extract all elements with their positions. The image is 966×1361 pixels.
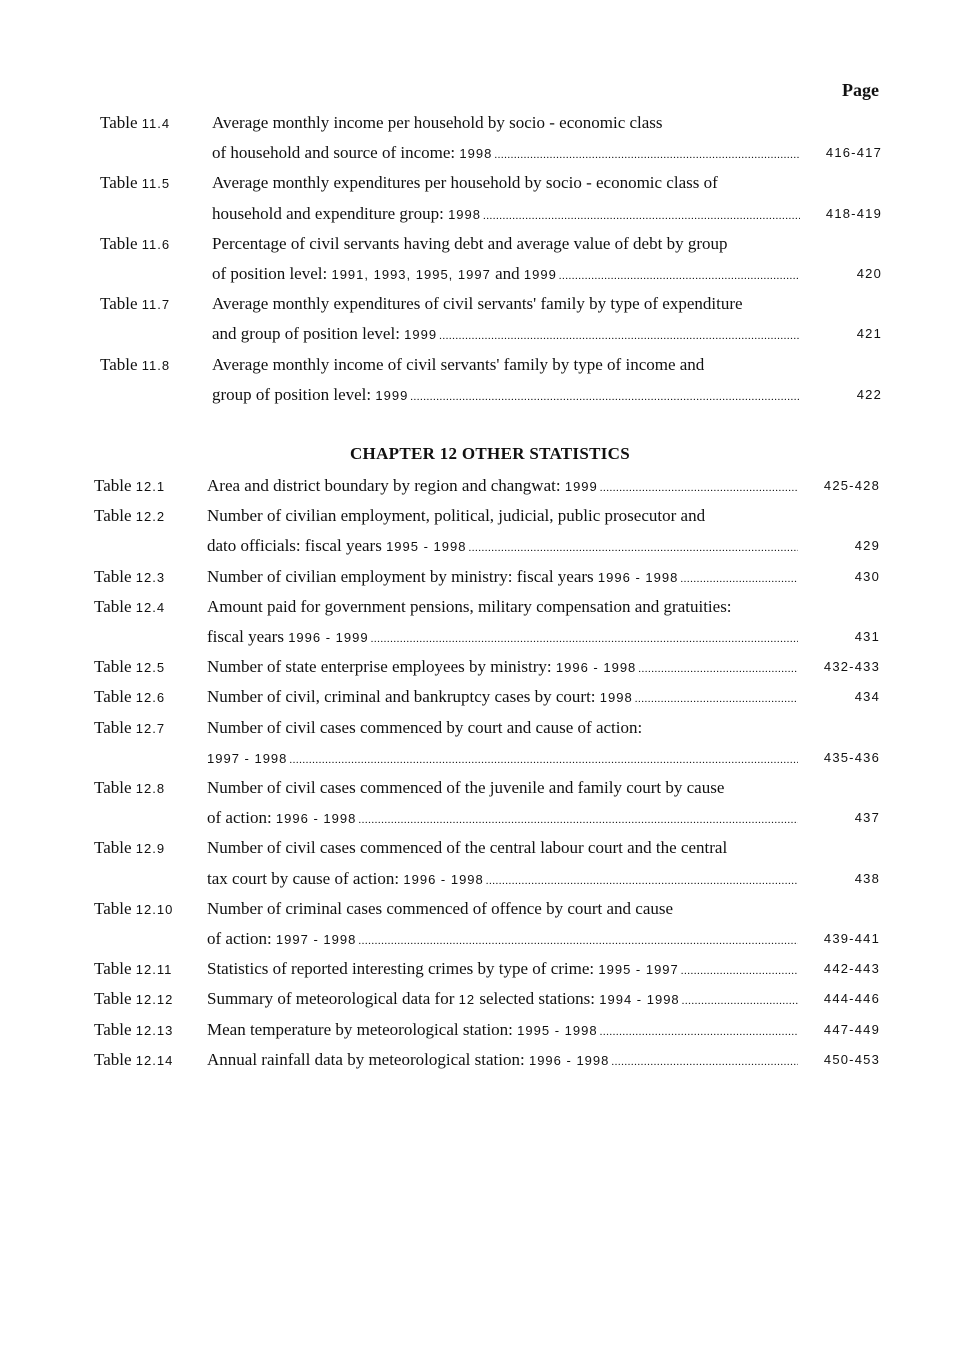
table-number: Table 12.13 xyxy=(94,1019,174,1039)
page-number: 432-433 xyxy=(823,659,880,675)
entry-title: Statistics of reported interesting crimes by type of crime: 1995 - 1997 xyxy=(207,959,679,979)
dot-leader xyxy=(468,533,798,563)
entry-title: Number of civilian employment, political, judicial, public prosecutor and xyxy=(207,506,706,526)
entry-title: Number of civil cases commenced of the juvenile and family court by cause xyxy=(207,778,725,797)
entry-title: Mean temperature by meteorological station: 1995 - 1998 xyxy=(207,1019,598,1039)
page-number: 434 xyxy=(854,689,880,705)
dot-leader xyxy=(681,956,798,986)
entry-title-continuation: of position level: 1991, 1993, 1995, 1997 and 1999 xyxy=(212,264,557,283)
entry-title-continuation: group of position level: 1999 xyxy=(212,384,409,404)
table-number: Table 11.5 xyxy=(100,173,171,193)
entry-title: Average monthly income per household by socio - economic class xyxy=(212,113,663,132)
dot-leader xyxy=(358,926,798,956)
dot-leader xyxy=(635,684,798,714)
page-number: 435-436 xyxy=(823,749,880,765)
page-number: 439-441 xyxy=(823,931,880,946)
entry-title: Summary of meteorological data for 12 selected stations: 1994 - 1998 xyxy=(207,989,680,1009)
dot-leader xyxy=(483,201,800,231)
entry-title: Percentage of civil servants having debt and average value of debt by group xyxy=(212,233,728,253)
table-number: Table 11.7 xyxy=(100,294,171,314)
table-number: Table 12.6 xyxy=(94,687,166,707)
page-number: 429 xyxy=(854,538,880,554)
table-number: Table 12.5 xyxy=(94,657,166,677)
entry-title-continuation: of action: 1996 - 1998 xyxy=(207,808,357,828)
entry-title: Annual rainfall data by meteorological station: 1996 - 1998 xyxy=(207,1049,610,1069)
entry-title: Average monthly expenditures per household by socio - economic class of xyxy=(212,173,718,193)
page-number: 447-449 xyxy=(823,1021,880,1037)
dot-leader xyxy=(439,321,800,351)
entry-title-continuation: household and expenditure group: 1998 xyxy=(212,203,481,223)
table-number: Table 12.4 xyxy=(94,596,166,616)
table-number: Table 12.12 xyxy=(94,989,174,1009)
table-number: Table 12.10 xyxy=(94,898,174,918)
entry-title-continuation: of action: 1997 - 1998 xyxy=(207,929,357,948)
page-number: 422 xyxy=(856,386,882,402)
dot-leader xyxy=(680,564,798,594)
entry-title: Area and district boundary by region and changwat: 1999 xyxy=(207,476,598,495)
page-number: 437 xyxy=(854,810,880,826)
chapter-heading: CHAPTER 12 OTHER STATISTICS xyxy=(349,444,630,463)
page-number: 418-419 xyxy=(825,205,882,221)
entry-title: Number of civil cases commenced by court and cause of action: xyxy=(207,717,643,737)
entry-title-continuation: and group of position level: 1999 xyxy=(212,324,438,344)
table-number: Table 12.2 xyxy=(94,506,166,526)
table-number: Table 12.8 xyxy=(94,778,166,797)
page-number: 430 xyxy=(854,568,880,584)
table-number: Table 11.4 xyxy=(100,113,171,132)
table-number: Table 12.11 xyxy=(94,959,173,979)
table-number: Table 11.8 xyxy=(100,354,171,374)
table-number: Table 12.7 xyxy=(94,717,166,737)
dot-leader xyxy=(358,805,798,835)
table-number: Table 12.14 xyxy=(94,1049,174,1069)
dot-leader xyxy=(638,654,798,684)
table-number: Table 12.1 xyxy=(94,476,166,495)
entry-title: Number of civil cases commenced of the central labour court and the central xyxy=(207,838,728,858)
dot-leader xyxy=(611,1047,798,1077)
page-number: 438 xyxy=(854,870,880,886)
dot-leader xyxy=(410,382,800,412)
table-number: Table 11.6 xyxy=(100,233,171,253)
dot-leader xyxy=(682,986,798,1016)
entry-title: Number of criminal cases commenced of offence by court and cause xyxy=(207,898,674,918)
dot-leader xyxy=(600,473,798,503)
entry-title: Number of state enterprise employees by ministry: 1996 - 1998 xyxy=(207,657,637,677)
dot-leader xyxy=(559,261,800,291)
dot-leader xyxy=(494,140,800,170)
dot-leader xyxy=(371,624,798,654)
dot-leader xyxy=(600,1017,798,1047)
table-number: Table 12.3 xyxy=(94,566,166,586)
entry-title-continuation: tax court by cause of action: 1996 - 1998 xyxy=(207,868,484,888)
entry-title-continuation: fiscal years 1996 - 1999 xyxy=(207,627,369,646)
page-label: Page xyxy=(842,80,879,100)
page-number: 416-417 xyxy=(825,145,882,161)
page-number: 421 xyxy=(856,326,882,342)
page-number: 420 xyxy=(856,266,882,281)
entry-title: Amount paid for government pensions, military compensation and gratuities: xyxy=(207,596,732,616)
dot-leader xyxy=(486,866,798,896)
page-number: 450-453 xyxy=(823,1051,880,1067)
entry-title: Average monthly income of civil servants' family by type of income and xyxy=(212,354,705,374)
dot-leader xyxy=(289,745,798,775)
page-number: 442-443 xyxy=(823,961,880,977)
entry-title: Average monthly expenditures of civil servants' family by type of expenditure xyxy=(212,294,743,314)
entry-title-continuation: of household and source of income: 1998 xyxy=(212,143,493,163)
entry-title: Number of civilian employment by ministry: fiscal years 1996 - 1998 xyxy=(207,566,679,586)
table-number: Table 12.9 xyxy=(94,838,166,858)
page-number: 425-428 xyxy=(823,478,880,493)
entry-title-continuation: 1997 - 1998 xyxy=(207,750,288,766)
entry-title: Number of civil, criminal and bankruptcy cases by court: 1998 xyxy=(207,687,633,707)
entry-title-continuation: dato officials: fiscal years 1995 - 1998 xyxy=(207,536,467,556)
page-number: 444-446 xyxy=(823,991,880,1007)
page-number: 431 xyxy=(854,629,880,644)
